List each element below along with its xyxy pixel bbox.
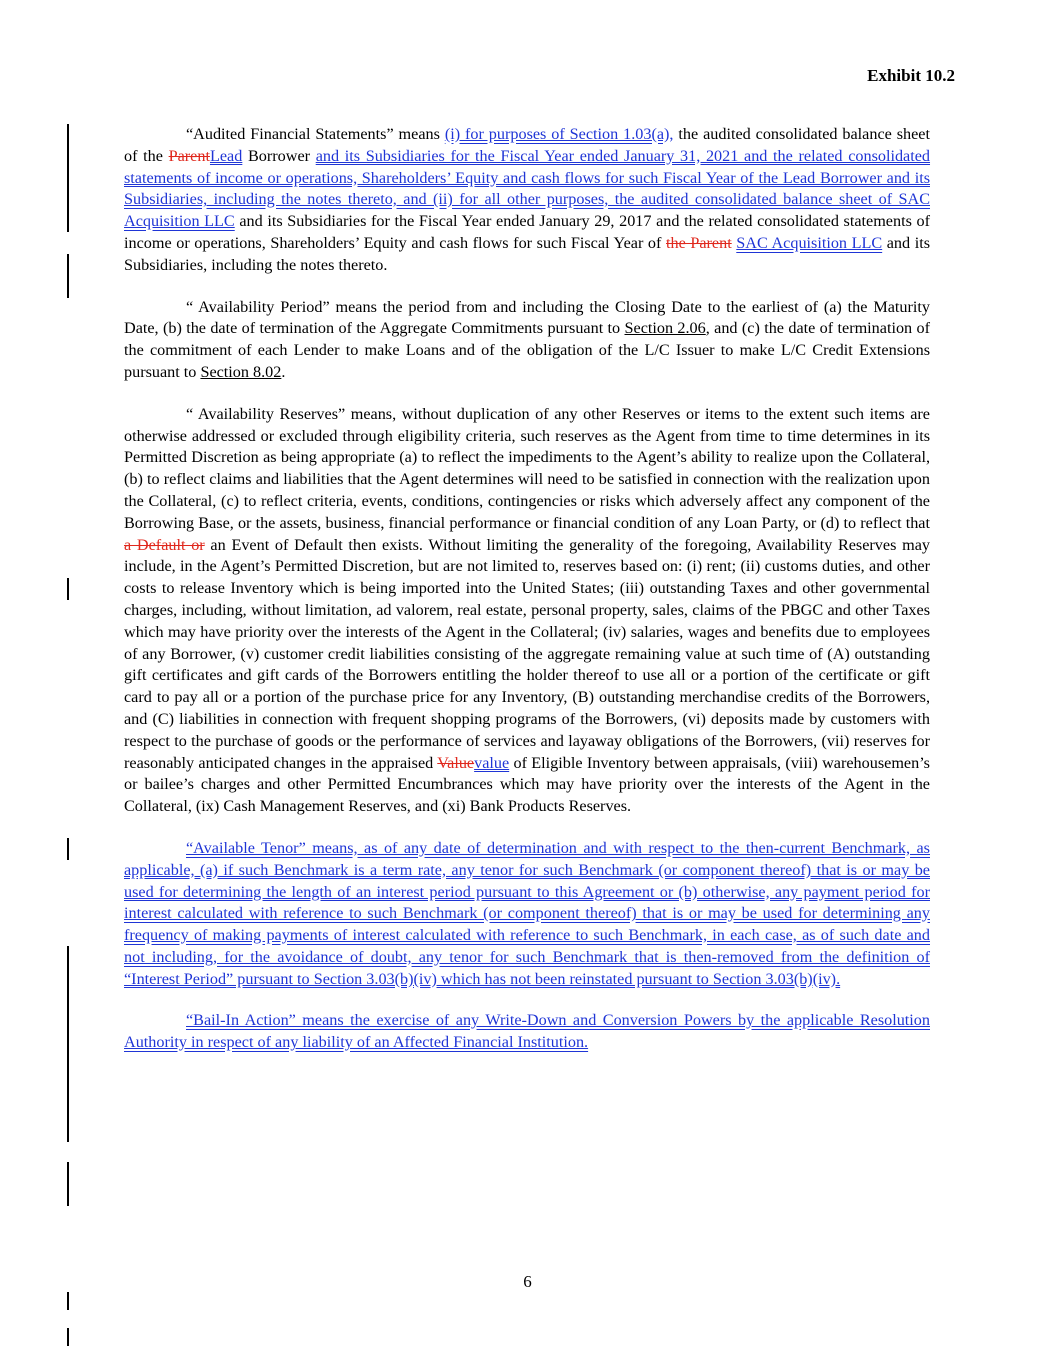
text-run: “Audited Financial Statements” means [186,125,445,143]
deleted-text: Value [437,753,475,772]
text-run: an Event of Default then exists. Without limiting the generality of the foregoing, Availability Reserves may include, in the Agent’s Permitted Discretion, but are not limited to, reserves based on: (i) rent; (ii) customs duties, and other costs to release Inventory which is being imported into the United States; (iii) outstanding Taxes and other governmental charges, including, without limitation, ad valorem, real estate, personal property, sales, claims of the PBGC and other Taxes which may have priority over the interests of the Agent in the Collateral; (iv) salaries, wages and benefits due to employees of any Borrower, (v) customer credit liabilities consisting of the aggregate remaining value at such time of (A) outstanding gift certificates and gift cards of the Borrowers entitling the holder thereof to use all or a portion of the certificate or gift card to pay all or a portion of the purchase price for any Inventory, (B) outstanding merchandise credits of the Borrowers, and (C) liabilities in connection with frequent shopping programs of the Borrowers, (vi) deposits made by customers with respect to the purchase of goods or the performance of services and layaway obligations of the Borrowers, (vii) reserves for reasonably anticipated changes in the appraised [124,535,930,772]
change-bar [67,578,69,600]
inserted-text: (i) for purposes of Section 1.03(a), [444,125,674,143]
inserted-text: SAC Acquisition LLC [736,233,883,252]
definition-availability-period [124,297,930,384]
change-bar [67,946,69,1142]
text-run: “ Availability Reserves” means, without duplication of any other Reserves or items to the extent such items are otherwise addressed or excluded through eligibility criteria, such reserves as the Agent from time to time determines in its Permitted Discretion as being appropriate (a) to reflect the impediments to the Agent’s ability to realize upon the Collateral, (b) to reflect claims and liabilities that the Agent determines will need to be satisfied in connection with the realization upon the Collateral, (c) to reflect criteria, events, conditions, contingencies or risks which adversely affect any component of the Borrowing Base, or the assets, business, financial performance or financial condition of any Loan Party, or (d) to reflect that [124,404,930,532]
deleted-text: the Parent [666,233,732,252]
text-run: Borrower [242,146,316,165]
inserted-text: and its Subsidiaries for the Fiscal Year ended January 31, 2021 and the related consolidated statements of income or operations, Shareholders’ Equity and cash flows for such Fiscal Year of the Lead Borrower and its Subsidiaries, including the notes thereto, and (ii) for all other purposes, the audited consolidated balance sheet of SAC Acquisition LLC [124,146,931,231]
text-run: “ Availability Period” means the period from and including the Closing Date to the earliest of (a) the Maturity Date, (b) the date of termination of the Aggregate Commitments pursuant to [124,297,930,338]
section-reference: Section 2.06 [624,319,706,338]
inserted-text: “Bail-In Action” means the exercise of any Write-Down and Conversion Powers by the applicable Resolution Authority in respect of any liability of an Affected Financial Institution. [124,1011,930,1052]
definition-available-tenor [124,838,930,991]
change-bar [67,1328,69,1346]
definition-audited-financial-statements [124,124,930,277]
inserted-text: value [474,753,510,772]
text-run: , and (c) the date of termination of the commitment of each Lender to make Loans and of the obligation of the L/C Issuer to make L/C Credit Extensions pursuant to [124,319,930,381]
document-body [124,124,930,1074]
deleted-text: a Default or [124,535,205,554]
section-reference: Section 8.02 [200,362,282,381]
definition-availability-reserves [124,404,930,818]
exhibit-label: Exhibit 10.2 [867,66,955,85]
page-number: 6 [523,1272,532,1291]
change-bar [67,1292,69,1310]
text-run: . [281,362,286,381]
deleted-text: Parent [168,146,210,165]
text-run: the audited consolidated balance sheet of the [124,125,930,165]
change-bar [67,1162,69,1206]
definition-bail-in-action [124,1010,930,1054]
change-bar [67,124,69,232]
inserted-text: “Available Tenor” means, as of any date of determination and with respect to the then-current Benchmark, as applicable, (a) if such Benchmark is a term rate, any tenor for such Benchmark (or component thereof) that is or may be used for determining the length of an interest period pursuant to this Agreement or (b) otherwise, any payment period for interest calculated with reference to such Benchmark (or component thereof) that is or may be used for determining any frequency of making payments of interest calculated with reference to such Benchmark, in each case, as of such date and not including, for the avoidance of doubt, any tenor for such Benchmark that is then-removed from the definition of “Interest Period” pursuant to Section 3.03(b)(iv) which has not been reinstated pursuant to Section 3.03(b)(iv). [124,838,930,988]
change-bar [67,254,69,298]
inserted-text: Lead [209,146,243,165]
change-bar [67,838,69,860]
text-run: and its Subsidiaries, including the notes thereto. [124,233,930,274]
text-run: of Eligible Inventory between appraisals, (viii) warehousemen’s or bailee’s charges and other Permitted Encumbrances which may have priority over the interests of the Agent in the Collateral, (ix) Cash Management Reserves, and (xi) Bank Products Reserves. [124,753,930,816]
text-run: and its Subsidiaries for the Fiscal Year ended January 29, 2017 and the related consolidated statements of income or operations, Shareholders’ Equity and cash flows for such Fiscal Year of [124,212,930,252]
